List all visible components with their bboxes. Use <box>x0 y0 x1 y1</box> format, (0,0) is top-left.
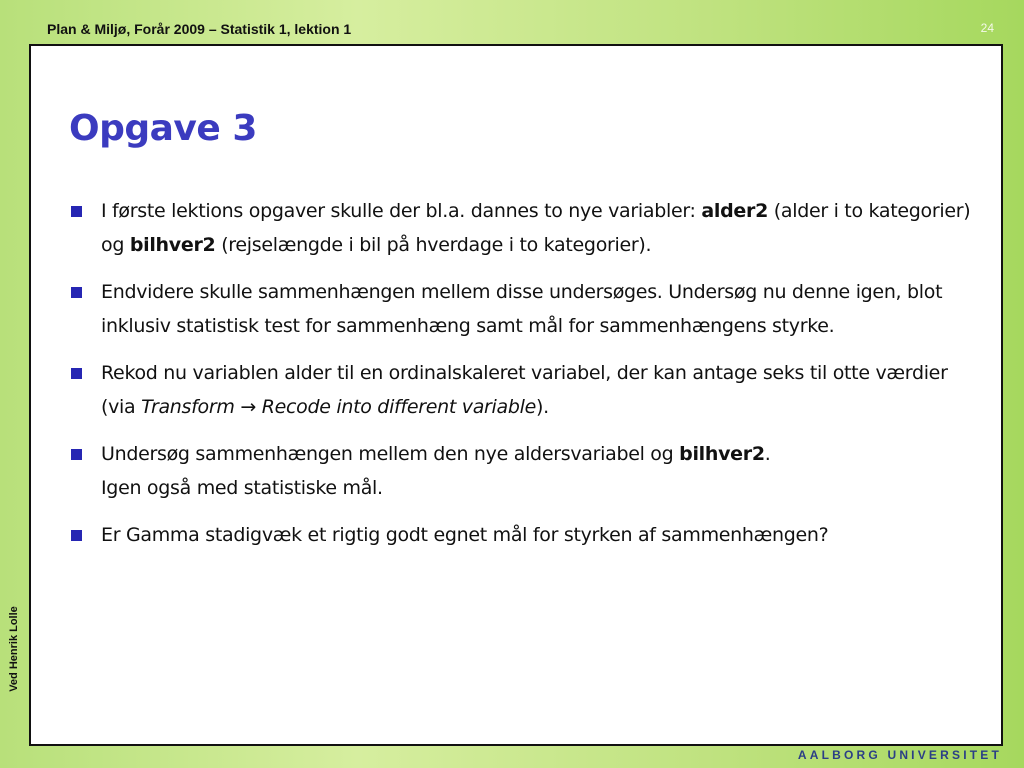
slide-number: 24 <box>980 21 994 35</box>
bullet-3-text-end: ). <box>536 396 549 418</box>
course-title: Plan & Miljø, Forår 2009 – Statistik 1, lektion 1 <box>47 21 352 37</box>
arrow-right-icon: → <box>240 396 256 418</box>
square-bullet-icon <box>71 287 82 298</box>
bullet-1-text-cont: (alder i to kategorier) og <box>101 200 971 256</box>
bullet-item-5 <box>71 518 976 552</box>
square-bullet-icon <box>71 449 82 460</box>
variable-bilhver2: bilhver2 <box>679 443 765 465</box>
bullet-2-text: Endvidere skulle sammenhængen mellem disse undersøges. Undersøg nu denne igen, blot inklusiv statistisk test for sammenhæng samt mål for sammenhængens styrke. <box>101 281 943 337</box>
aalborg-universitet-logo: AALBORG UNIVERSITET <box>797 748 1002 762</box>
slide-heading: Opgave 3 <box>69 108 257 149</box>
bullet-4-text: Undersøg sammenhængen mellem den nye aldersvariabel og <box>101 443 680 465</box>
variable-alder2: alder2 <box>701 200 769 222</box>
menu-path-recode: Recode into different variable <box>261 396 536 418</box>
bullet-item-3 <box>71 356 976 424</box>
bullet-1-text: I første lektions opgaver skulle der bl.a. dannes to nye variabler: <box>101 200 702 222</box>
bullet-4-period: . <box>764 443 771 465</box>
bullet-list <box>71 194 976 565</box>
bullet-4-text-line2: Igen også med statistiske mål. <box>101 477 383 499</box>
bullet-1-text-end: (rejselængde i bil på hverdage i to kategorier). <box>215 234 652 256</box>
square-bullet-icon <box>71 368 82 379</box>
author-label-text: Ved Henrik Lolle <box>8 606 20 692</box>
slide-content-frame <box>29 44 1003 746</box>
variable-bilhver2: bilhver2 <box>129 234 216 256</box>
bullet-5-text: Er Gamma stadigvæk et rigtig godt egnet mål for styrken af sammenhængen? <box>101 524 829 546</box>
square-bullet-icon <box>71 530 82 541</box>
bullet-item-2 <box>71 275 976 343</box>
menu-path-transform: Transform <box>141 396 235 418</box>
bullet-item-4 <box>71 437 976 505</box>
author-label <box>2 590 26 708</box>
square-bullet-icon <box>71 206 82 217</box>
bullet-3-text: Rekod nu variablen alder til en ordinalskaleret variabel, der kan antage seks til otte værdier (via <box>101 362 948 418</box>
bullet-item-1 <box>71 194 976 262</box>
